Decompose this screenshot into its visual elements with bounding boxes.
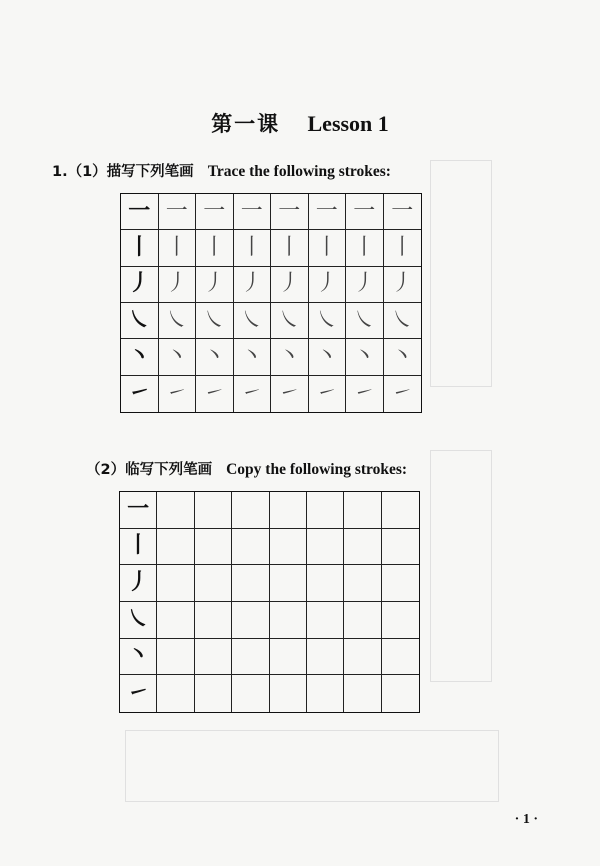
model-stroke-cell: ㇏ xyxy=(121,303,159,339)
empty-practice-cell xyxy=(344,639,381,676)
empty-practice-cell xyxy=(344,675,381,712)
trace-stroke-cell: 丶 xyxy=(196,339,234,375)
trace-stroke-cell: ㇀ xyxy=(309,376,347,412)
model-stroke-cell: 丿 xyxy=(121,267,159,303)
empty-practice-cell xyxy=(344,529,381,566)
model-stroke-cell: ㇀ xyxy=(120,675,157,712)
model-stroke-cell: 一 xyxy=(120,492,157,529)
model-stroke-cell: 丶 xyxy=(121,339,159,375)
trace-stroke-cell: 丿 xyxy=(234,267,272,303)
empty-practice-cell xyxy=(270,675,307,712)
empty-practice-cell xyxy=(382,492,419,529)
empty-practice-cell xyxy=(270,492,307,529)
trace-strokes-grid xyxy=(120,193,422,413)
trace-stroke-cell: 一 xyxy=(234,194,272,230)
empty-practice-cell xyxy=(382,565,419,602)
empty-practice-cell xyxy=(157,602,194,639)
empty-practice-cell xyxy=(344,565,381,602)
lesson-title-en: Lesson 1 xyxy=(307,111,389,136)
trace-stroke-cell: 丿 xyxy=(384,267,422,303)
trace-stroke-cell: 一 xyxy=(346,194,384,230)
empty-practice-cell xyxy=(270,565,307,602)
bleed-through-box-3 xyxy=(125,730,499,802)
lesson-title-cn: 第一课 xyxy=(211,111,281,136)
empty-practice-cell xyxy=(157,565,194,602)
section1-heading-cn: 1.（1）描写下列笔画 xyxy=(52,164,194,180)
empty-practice-cell xyxy=(382,529,419,566)
empty-practice-cell xyxy=(307,602,344,639)
empty-practice-cell xyxy=(382,639,419,676)
empty-practice-cell xyxy=(232,639,269,676)
empty-practice-cell xyxy=(157,529,194,566)
trace-stroke-cell: ㇏ xyxy=(384,303,422,339)
empty-practice-cell xyxy=(307,492,344,529)
section2-heading-cn: （2）临写下列笔画 xyxy=(86,462,213,478)
empty-practice-cell xyxy=(307,565,344,602)
trace-stroke-cell: 丨 xyxy=(234,230,272,266)
empty-practice-cell xyxy=(157,639,194,676)
trace-stroke-cell: ㇏ xyxy=(159,303,197,339)
empty-practice-cell xyxy=(232,492,269,529)
trace-stroke-cell: ㇀ xyxy=(346,376,384,412)
empty-practice-cell xyxy=(344,602,381,639)
section2-heading-en: Copy the following strokes: xyxy=(226,461,408,478)
trace-stroke-cell: ㇀ xyxy=(159,376,197,412)
empty-practice-cell xyxy=(270,639,307,676)
empty-practice-cell xyxy=(195,602,232,639)
model-stroke-cell: 丶 xyxy=(120,639,157,676)
trace-stroke-cell: 丿 xyxy=(346,267,384,303)
empty-practice-cell xyxy=(270,529,307,566)
section1-heading-en: Trace the following strokes: xyxy=(207,163,391,180)
empty-practice-cell xyxy=(232,602,269,639)
trace-stroke-cell: 丶 xyxy=(271,339,309,375)
empty-practice-cell xyxy=(270,602,307,639)
empty-practice-cell xyxy=(344,492,381,529)
model-stroke-cell: 丿 xyxy=(120,565,157,602)
trace-stroke-cell: 丶 xyxy=(309,339,347,375)
empty-practice-cell xyxy=(307,529,344,566)
trace-stroke-cell: 丨 xyxy=(346,230,384,266)
model-stroke-cell: 丨 xyxy=(121,230,159,266)
empty-practice-cell xyxy=(382,675,419,712)
empty-practice-cell xyxy=(232,529,269,566)
trace-stroke-cell: 丨 xyxy=(384,230,422,266)
page-number: · 1 · xyxy=(514,812,538,827)
lesson-title xyxy=(0,108,600,138)
trace-stroke-cell: 一 xyxy=(271,194,309,230)
empty-practice-cell xyxy=(157,675,194,712)
empty-practice-cell xyxy=(307,639,344,676)
trace-stroke-cell: 一 xyxy=(196,194,234,230)
trace-stroke-cell: ㇏ xyxy=(309,303,347,339)
trace-stroke-cell: 丿 xyxy=(309,267,347,303)
trace-stroke-cell: 丿 xyxy=(196,267,234,303)
trace-stroke-cell: ㇏ xyxy=(234,303,272,339)
trace-stroke-cell: 一 xyxy=(309,194,347,230)
trace-stroke-cell: ㇀ xyxy=(391,380,414,406)
trace-stroke-cell: 丶 xyxy=(346,339,384,375)
trace-stroke-cell: 丿 xyxy=(271,267,309,303)
model-stroke-cell: ㇀ xyxy=(121,376,159,412)
empty-practice-cell xyxy=(232,675,269,712)
bleed-through-box-1 xyxy=(430,160,492,387)
trace-stroke-cell: 丨 xyxy=(196,230,234,266)
trace-stroke-cell: ㇏ xyxy=(271,303,309,339)
trace-stroke-cell: ㇀ xyxy=(196,376,234,412)
trace-stroke-cell: ㇏ xyxy=(346,303,384,339)
empty-practice-cell xyxy=(195,529,232,566)
trace-stroke-cell: ㇀ xyxy=(234,376,272,412)
trace-stroke-cell: ㇏ xyxy=(196,303,234,339)
empty-practice-cell xyxy=(382,602,419,639)
empty-practice-cell xyxy=(232,565,269,602)
empty-practice-cell xyxy=(195,565,232,602)
trace-stroke-cell: 丶 xyxy=(159,339,197,375)
model-stroke-cell: ㇏ xyxy=(120,602,157,639)
model-stroke-cell: 一 xyxy=(121,194,159,230)
trace-stroke-cell: 丨 xyxy=(271,230,309,266)
trace-stroke-cell: 丿 xyxy=(159,267,197,303)
empty-practice-cell xyxy=(195,492,232,529)
trace-stroke-cell: 丨 xyxy=(309,230,347,266)
copy-strokes-grid xyxy=(119,491,420,713)
trace-stroke-cell: 丶 xyxy=(384,339,422,375)
model-stroke-cell: 丨 xyxy=(120,529,157,566)
trace-stroke-cell: 丨 xyxy=(159,230,197,266)
bleed-through-box-2 xyxy=(430,450,492,682)
trace-stroke-cell: 丶 xyxy=(234,339,272,375)
trace-stroke-cell: 一 xyxy=(159,194,197,230)
empty-practice-cell xyxy=(157,492,194,529)
empty-practice-cell xyxy=(195,639,232,676)
empty-practice-cell xyxy=(307,675,344,712)
trace-stroke-cell: ㇀ xyxy=(271,376,309,412)
trace-stroke-cell: 一 xyxy=(384,194,422,230)
empty-practice-cell xyxy=(195,675,232,712)
section2-heading xyxy=(86,458,407,479)
section1-heading xyxy=(52,160,391,181)
